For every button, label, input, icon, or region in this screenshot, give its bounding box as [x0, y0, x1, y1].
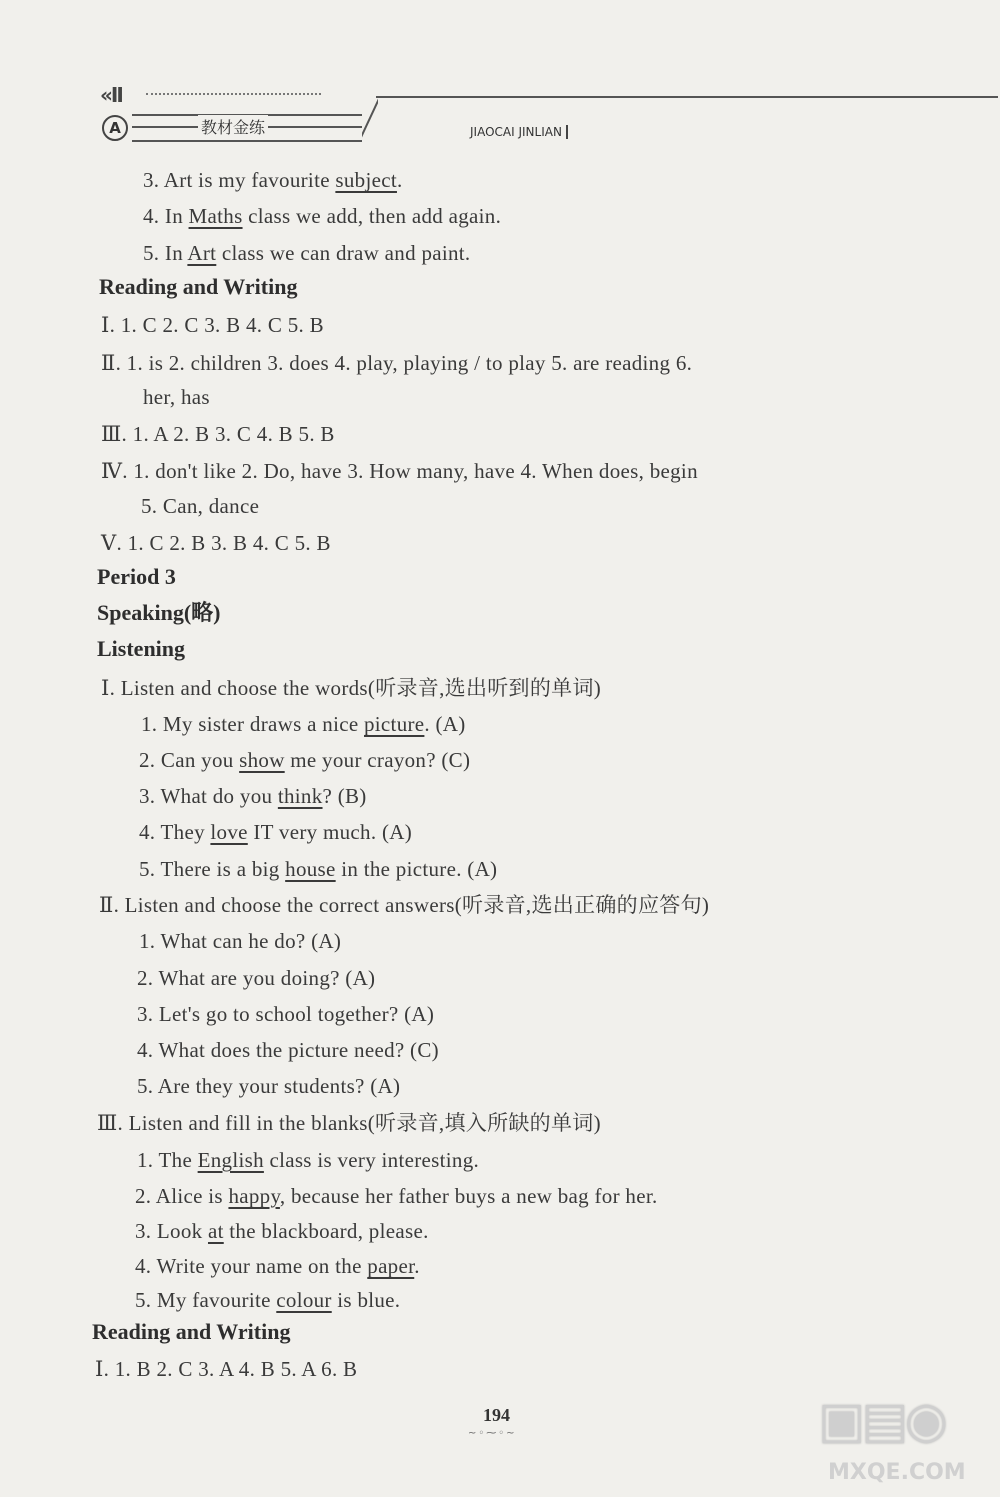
- list-item: 5. Are they your students? (A): [137, 1074, 401, 1098]
- answer-word: picture: [364, 712, 425, 736]
- page-ornament-icon: ~◦⁓◦~: [468, 1428, 517, 1439]
- answer-line: her, has: [143, 385, 210, 409]
- list-item: 3. Let's go to school together? (A): [137, 1002, 435, 1026]
- answer-word: Art: [187, 241, 217, 265]
- list-item: 4. They love IT very much. (A): [139, 820, 412, 844]
- answer-word: house: [285, 857, 336, 881]
- answer-word: English: [197, 1148, 264, 1172]
- list-item: 1. The English class is very interesting.: [137, 1148, 480, 1172]
- answer-word: subject: [335, 168, 397, 192]
- answer-line: Ⅳ. 1. don't like 2. Do, have 3. How many, have 4. When does, begin: [101, 459, 698, 483]
- list-item: 3. What do you think? (B): [139, 784, 367, 808]
- list-item: 2. Alice is happy, because her father buys a new bag for her.: [135, 1184, 658, 1208]
- header-circle-logo-icon: A: [102, 115, 128, 141]
- answer-key-logo-icon: ▣▤◉: [818, 1391, 945, 1449]
- list-item: 1. My sister draws a nice picture. (A): [141, 712, 466, 736]
- answer-line: Ⅲ. 1. A 2. B 3. C 4. B 5. B: [101, 422, 335, 446]
- answer-word: Maths: [188, 204, 243, 228]
- answer-line: Ⅴ. 1. C 2. B 3. B 4. C 5. B: [101, 531, 331, 555]
- list-item: 3. Look at the blackboard, please.: [135, 1219, 429, 1243]
- answer-line: Ⅰ. 1. C 2. C 3. B 4. C 5. B: [101, 313, 324, 337]
- section-heading-listening: Listening: [97, 636, 186, 661]
- section-heading-reading-writing: Reading and Writing: [99, 274, 298, 299]
- answer-word: at: [207, 1219, 224, 1243]
- section-heading-speaking: Speaking(略): [97, 600, 221, 625]
- list-item: 5. There is a big house in the picture. (A): [139, 857, 498, 881]
- list-item: 3. Art is my favourite subject.: [143, 168, 403, 192]
- answer-word: happy: [228, 1184, 280, 1208]
- header-title-en: JIAOCAI JINLIAN: [470, 125, 568, 139]
- page-number: 194: [483, 1405, 510, 1425]
- answer-line: 5. Can, dance: [141, 494, 260, 518]
- exercise-heading: Ⅲ. Listen and fill in the blanks(听录音,填入所缺的单词): [97, 1111, 601, 1135]
- header-title-cn: 教材金练: [198, 115, 268, 138]
- period-heading: Period 3: [97, 564, 176, 589]
- list-item: 1. What can he do? (A): [139, 929, 342, 953]
- answer-word: colour: [276, 1288, 332, 1312]
- answer-line: Ⅰ. 1. B 2. C 3. A 4. B 5. A 6. B: [95, 1357, 358, 1381]
- answer-word: think: [277, 784, 323, 808]
- list-item: 4. In Maths class we add, then add again.: [143, 204, 502, 228]
- exercise-heading: Ⅰ. Listen and choose the words(听录音,选出听到的单词): [101, 676, 602, 700]
- list-item: 5. My favourite colour is blue.: [135, 1288, 401, 1312]
- header-arrows: «II: [100, 83, 122, 107]
- header-slant: [362, 96, 378, 140]
- watermark-url: MXQE.COM: [828, 1460, 966, 1485]
- answer-word: show: [239, 748, 285, 772]
- exercise-heading: Ⅱ. Listen and choose the correct answers(听录音,选出正确的应答句): [99, 893, 710, 917]
- list-item: 4. Write your name on the paper.: [135, 1254, 420, 1278]
- list-item: 2. Can you show me your crayon? (C): [139, 748, 471, 772]
- answer-word: paper: [367, 1254, 415, 1278]
- list-item: 2. What are you doing? (A): [137, 966, 376, 990]
- answer-word: love: [210, 820, 248, 844]
- header-top-line: [376, 96, 998, 98]
- list-item: 4. What does the picture need? (C): [137, 1038, 439, 1062]
- page-header: [98, 78, 1000, 148]
- header-dotted-rule: [146, 93, 321, 95]
- answer-line: Ⅱ. 1. is 2. children 3. does 4. play, playing / to play 5. are reading 6.: [101, 351, 693, 375]
- list-item: 5. In Art class we can draw and paint.: [143, 241, 471, 265]
- section-heading-reading-writing: Reading and Writing: [92, 1319, 291, 1344]
